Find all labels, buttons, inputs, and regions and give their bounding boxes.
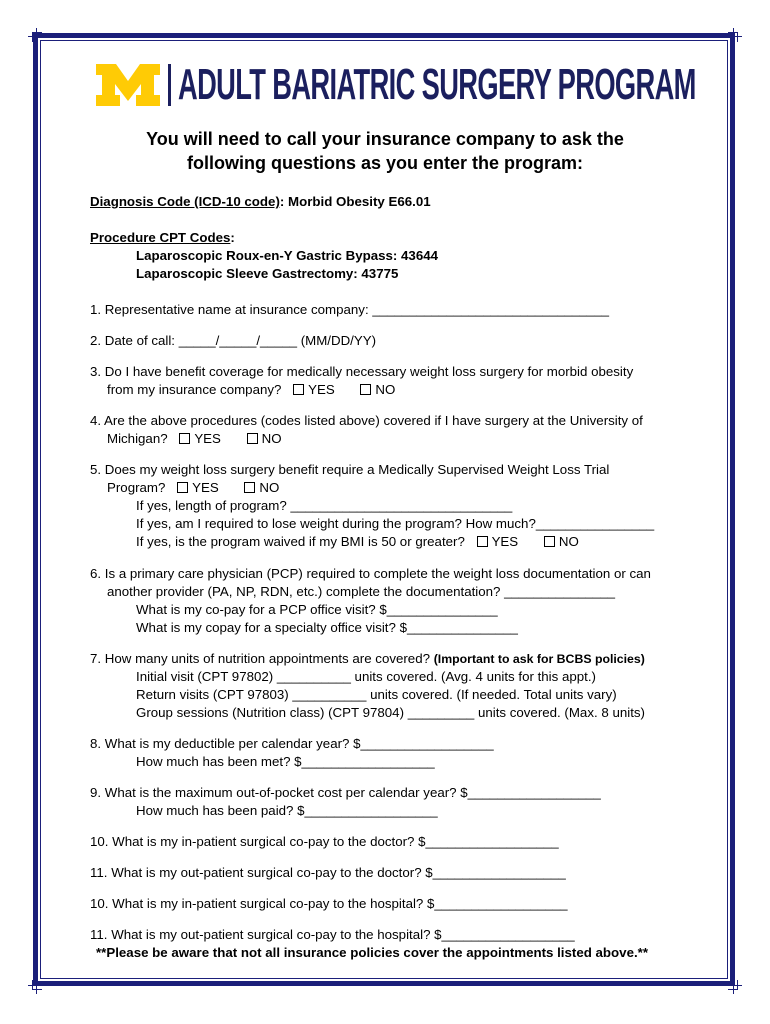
question-7-group[interactable]: Group sessions (Nutrition class) (CPT 97804) _________ units covered. (Max. 8 units): [136, 705, 645, 720]
no-checkbox[interactable]: [360, 384, 371, 395]
program-title: ADULT BARIATRIC SURGERY PROGRAM: [178, 60, 696, 109]
intro-line-1: You will need to call your insurance company to ask the: [146, 129, 624, 149]
question-4-text: Michigan?: [107, 431, 168, 446]
corner-ornament: [28, 28, 46, 46]
diagnosis-value: : Morbid Obesity E66.01: [279, 194, 431, 209]
yes-checkbox[interactable]: [179, 433, 190, 444]
corner-ornament: [724, 28, 742, 46]
question-9[interactable]: 9. What is the maximum out-of-pocket cost per calendar year? $__________________: [90, 785, 601, 800]
question-11-hospital[interactable]: 11. What is my out-patient surgical co-pay to the hospital? $__________________: [90, 927, 575, 942]
yes-label: YES: [308, 382, 335, 397]
footer-notice: **Please be aware that not all insurance policies cover the appointments listed above.**: [96, 945, 649, 960]
procedure-code-2: Laparoscopic Sleeve Gastrectomy: 43775: [136, 266, 399, 281]
no-label: NO: [261, 431, 282, 446]
question-6-pcp-copay[interactable]: What is my co-pay for a PCP office visit? $_______________: [136, 602, 498, 617]
question-10-hospital[interactable]: 10. What is my in-patient surgical co-pay to the hospital? $__________________: [90, 896, 568, 911]
question-5-length[interactable]: If yes, length of program? ______________________________: [136, 498, 513, 513]
question-8[interactable]: 8. What is my deductible per calendar year? $__________________: [90, 736, 494, 751]
question-6-line-2[interactable]: another provider (PA, NP, RDN, etc.) complete the documentation? _______________: [107, 584, 616, 599]
intro-heading: [90, 127, 680, 175]
yes-label: YES: [194, 431, 221, 446]
question-10-doctor[interactable]: 10. What is my in-patient surgical co-pay to the doctor? $__________________: [90, 834, 559, 849]
corner-ornament: [28, 976, 46, 994]
no-checkbox[interactable]: [544, 536, 555, 547]
no-checkbox[interactable]: [247, 433, 258, 444]
header-divider: [168, 64, 171, 106]
diagnosis-line: [90, 193, 431, 211]
question-7-initial[interactable]: Initial visit (CPT 97802) __________ units covered. (Avg. 4 units for this appt.): [136, 669, 596, 684]
yes-checkbox[interactable]: [177, 482, 188, 493]
question-8-met[interactable]: How much has been met? $__________________: [136, 754, 435, 769]
procedure-colon: :: [230, 230, 235, 245]
question-5-text: Program?: [107, 480, 166, 495]
procedure-label: Procedure CPT Codes: [90, 230, 231, 245]
question-6-line-1: 6. Is a primary care physician (PCP) required to complete the weight loss documentation or can: [90, 566, 651, 581]
question-5-line-1: 5. Does my weight loss surgery benefit require a Medically Supervised Weight Loss Trial: [90, 462, 610, 477]
question-4-line-1: 4. Are the above procedures (codes listed above) covered if I have surgery at the University of: [90, 413, 643, 428]
question-11-doctor[interactable]: 11. What is my out-patient surgical co-pay to the doctor? $__________________: [90, 865, 566, 880]
question-9-paid[interactable]: How much has been paid? $__________________: [136, 803, 438, 818]
intro-line-2: following questions as you enter the program:: [186, 153, 584, 173]
question-5-bmi-text: If yes, is the program waived if my BMI is 50 or greater?: [136, 534, 465, 549]
question-4-line-2: [107, 430, 282, 448]
no-label: NO: [259, 480, 280, 495]
question-6-specialty-copay[interactable]: What is my copay for a specialty office visit? $_______________: [136, 620, 518, 635]
no-checkbox[interactable]: [244, 482, 255, 493]
yes-checkbox[interactable]: [477, 536, 488, 547]
question-2[interactable]: 2. Date of call: _____/_____/_____ (MM/DD/YY): [90, 333, 377, 348]
program-header: [96, 60, 696, 109]
question-7-return[interactable]: Return visits (CPT 97803) __________ units covered. (If needed. Total units vary): [136, 687, 617, 702]
diagnosis-label: Diagnosis Code (ICD-10 code): [90, 194, 280, 209]
no-label: NO: [558, 534, 579, 549]
procedure-code-1: Laparoscopic Roux-en-Y Gastric Bypass: 43644: [136, 248, 439, 263]
corner-ornament: [724, 976, 742, 994]
question-3-text: from my insurance company?: [107, 382, 282, 397]
yes-checkbox[interactable]: [293, 384, 304, 395]
university-m-logo-icon: [96, 64, 160, 106]
question-5-bmi-waiver: [136, 533, 579, 551]
question-5-line-2: [107, 479, 279, 497]
question-1[interactable]: 1. Representative name at insurance company: ________________________________: [90, 302, 609, 317]
question-3-line-1: 3. Do I have benefit coverage for medically necessary weight loss surgery for morbid obesity: [90, 364, 634, 379]
question-7-line-1: [90, 650, 645, 668]
yes-label: YES: [491, 534, 519, 549]
yes-label: YES: [192, 480, 219, 495]
question-7-text: 7. How many units of nutrition appointments are covered?: [90, 651, 430, 666]
question-3-line-2: [107, 381, 395, 399]
procedure-heading: [90, 229, 235, 247]
question-5-weight[interactable]: If yes, am I required to lose weight during the program? How much?________________: [136, 516, 655, 531]
question-7-note: (Important to ask for BCBS policies): [433, 652, 645, 666]
no-label: NO: [375, 382, 396, 397]
